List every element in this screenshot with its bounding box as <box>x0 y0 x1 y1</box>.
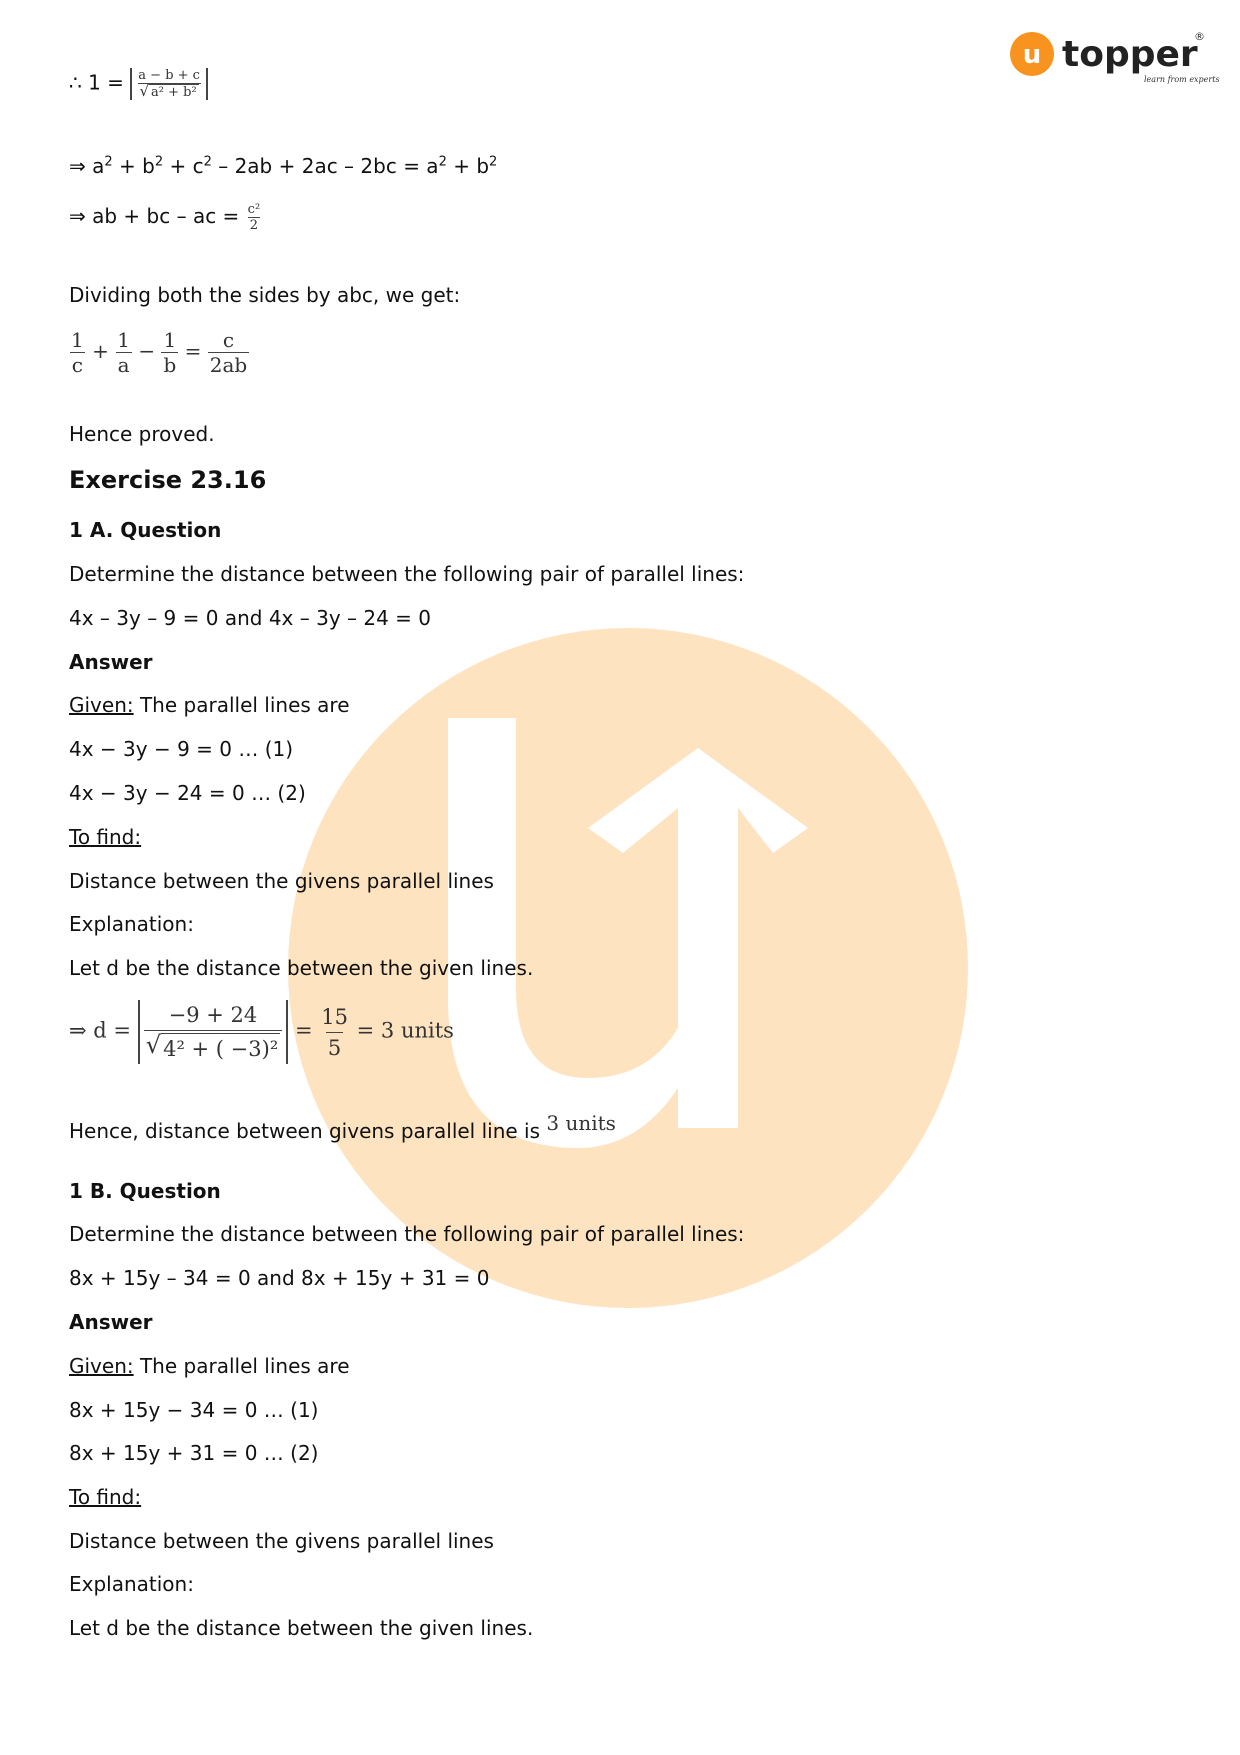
fraction-denominator: 5 <box>326 1032 343 1063</box>
explanation-label: Explanation: <box>69 1572 194 1596</box>
paragraph: Distance between the givens parallel lines <box>69 1529 494 1553</box>
fraction <box>69 328 86 377</box>
exponent: 2 <box>203 154 212 170</box>
result: = 3 units <box>356 1018 454 1043</box>
topper-logo-icon <box>1008 28 1220 86</box>
brand-logo <box>1008 28 1220 86</box>
fraction-denominator: 4² + ( −3)² <box>161 1033 280 1064</box>
given-label: Given: <box>69 1354 134 1378</box>
paragraph: Let d be the distance between the given lines. <box>69 1616 534 1640</box>
fraction-numerator: −9 + 24 <box>168 1003 258 1027</box>
question-heading: 1 B. Question <box>69 1179 221 1203</box>
tofind-label: To find: <box>69 825 142 849</box>
question-text: Determine the distance between the following pair of parallel lines: <box>69 1222 745 1246</box>
formula-line-3 <box>69 202 262 233</box>
tofind-label: To find: <box>69 1485 142 1509</box>
fraction-numerator: c <box>222 328 235 352</box>
fraction-denominator: c <box>71 353 83 377</box>
exponent: 2 <box>154 154 164 170</box>
question-text: Determine the distance between the following pair of parallel lines: <box>69 562 745 586</box>
equation: 8x + 15y − 34 = 0 … (1) <box>69 1398 319 1422</box>
answer-heading: Answer <box>69 650 153 674</box>
formula-prefix: ⇒ ab + bc – ac = <box>69 204 240 228</box>
abs-fraction: −9 + 24 √ 4² + ( −3)² <box>138 1000 289 1064</box>
text-seg: + b <box>112 154 155 178</box>
given-line <box>69 692 350 718</box>
explanation-label: Explanation: <box>69 912 194 936</box>
exponent: 2 <box>104 154 113 170</box>
exponent: 2 <box>489 154 498 170</box>
fraction-denominator: a² + b² <box>151 85 197 100</box>
fraction-numerator: 1 <box>71 328 84 352</box>
given-label: Given: <box>69 693 134 717</box>
conclusion-line <box>69 1111 616 1144</box>
conclusion-text: Hence, distance between givens parallel line is <box>69 1119 541 1143</box>
svg-text:topper: topper <box>1062 34 1198 75</box>
fraction-numerator: 15 <box>321 1004 348 1029</box>
paragraph: Distance between the givens parallel lines <box>69 869 494 893</box>
abs-fraction: a − b + c √ a² + b² <box>130 68 208 100</box>
answer-heading: Answer <box>69 1310 153 1334</box>
text-seg: + b <box>446 154 490 178</box>
fraction <box>115 328 132 377</box>
given-text: The parallel lines are <box>133 1354 350 1378</box>
section-heading: Exercise 23.16 <box>69 466 267 494</box>
fraction-numerator: a − b + c <box>138 68 200 83</box>
text-seg: + c <box>163 154 204 178</box>
paragraph: Dividing both the sides by abc, we get: <box>69 283 461 307</box>
svg-text:u: u <box>1022 40 1042 70</box>
operator: = <box>294 1018 313 1043</box>
equation: 8x + 15y + 31 = 0 … (2) <box>69 1441 319 1465</box>
fraction <box>208 328 249 377</box>
equation: 8x + 15y – 34 = 0 and 8x + 15y + 31 = 0 <box>69 1266 490 1290</box>
equation: 4x − 3y − 24 = 0 … (2) <box>69 781 306 805</box>
formula-line-5 <box>69 328 249 377</box>
distance-formula <box>69 1000 454 1064</box>
text-seg: ⇒ a <box>69 154 105 178</box>
fraction <box>161 328 178 377</box>
paragraph: Hence proved. <box>69 422 215 446</box>
operator: + <box>92 339 109 363</box>
question-heading: 1 A. Question <box>69 518 222 542</box>
given-line <box>69 1353 350 1379</box>
formula-prefix: ∴ 1 = <box>69 70 124 95</box>
operator: = <box>184 339 202 363</box>
conclusion-value: 3 units <box>546 1111 616 1135</box>
svg-text:®: ® <box>1194 30 1205 43</box>
fraction-denominator: 2 <box>249 218 259 233</box>
operator: − <box>138 339 156 363</box>
equation: 4x – 3y – 9 = 0 and 4x – 3y – 24 = 0 <box>69 606 432 630</box>
formula-line-2 <box>69 153 497 179</box>
given-text: The parallel lines are <box>133 693 350 717</box>
fraction-numerator: c² <box>247 202 261 217</box>
fraction-denominator: 2ab <box>209 353 248 377</box>
fraction-numerator: 1 <box>117 328 130 352</box>
fraction-denominator: a <box>117 353 130 377</box>
formula-line-1 <box>69 68 208 100</box>
fraction-denominator: b <box>163 353 177 377</box>
formula-prefix: ⇒ d = <box>69 1018 131 1043</box>
paragraph: Let d be the distance between the given lines. <box>69 956 534 980</box>
svg-text:learn from experts: learn from experts <box>1144 75 1220 84</box>
text-seg: – 2ab + 2ac – 2bc = a <box>211 154 439 178</box>
exponent: 2 <box>438 154 447 170</box>
fraction <box>319 1002 350 1063</box>
fraction <box>246 202 263 233</box>
fraction-numerator: 1 <box>163 328 177 352</box>
equation: 4x − 3y − 9 = 0 … (1) <box>69 737 294 761</box>
